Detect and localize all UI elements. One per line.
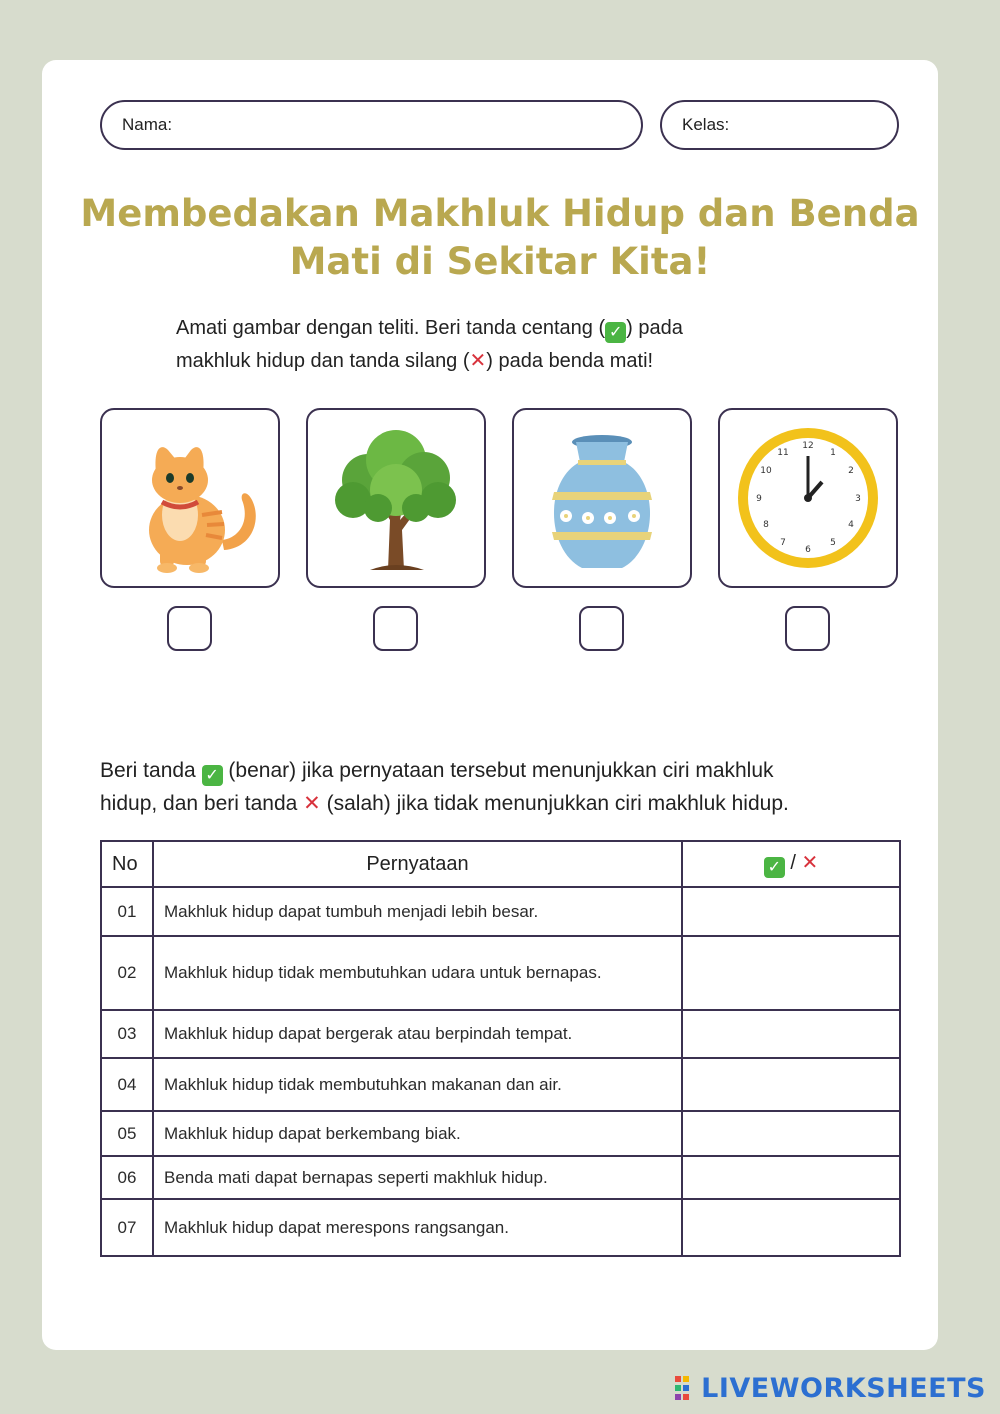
cross-icon: ✕: [469, 350, 487, 372]
cross-icon: ✕: [303, 792, 321, 815]
row-number: 04: [101, 1058, 153, 1111]
table-row: [101, 1111, 900, 1156]
picture-card-clock: [718, 408, 898, 588]
svg-text:3: 3: [855, 494, 861, 504]
instruction-2-text: (benar) jika pernyataan tersebut menunjukkan ciri makhluk: [222, 759, 774, 782]
svg-text:8: 8: [763, 520, 769, 530]
statement-table: [100, 840, 901, 1257]
table-row: [101, 887, 900, 936]
row-statement: Benda mati dapat bernapas seperti makhluk hidup.: [153, 1156, 682, 1199]
table-row: [101, 1156, 900, 1199]
row-answer-cell[interactable]: [682, 1010, 900, 1058]
cat-icon: [112, 420, 267, 575]
picture-card-vase: [512, 408, 692, 588]
class-field[interactable]: [660, 100, 899, 150]
svg-text:9: 9: [756, 494, 762, 504]
row-statement: Makhluk hidup dapat berkembang biak.: [153, 1111, 682, 1156]
row-number: 01: [101, 887, 153, 936]
answer-checkbox-tree[interactable]: [373, 606, 418, 651]
name-label: Nama:: [122, 115, 173, 134]
header-no: No: [101, 841, 153, 887]
class-label: Kelas:: [682, 115, 730, 134]
title-line-1: Membedakan Makhluk Hidup dan Benda: [80, 192, 920, 235]
liveworksheets-logo-icon: [675, 1376, 697, 1400]
row-statement: Makhluk hidup dapat merespons rangsangan.: [153, 1199, 682, 1256]
table-row: [101, 1058, 900, 1111]
row-statement: Makhluk hidup dapat bergerak atau berpindah tempat.: [153, 1010, 682, 1058]
picture-card-tree: [306, 408, 486, 588]
check-icon: ✓: [764, 857, 785, 878]
row-answer-cell[interactable]: [682, 1111, 900, 1156]
title-line-2: Mati di Sekitar Kita!: [289, 240, 711, 283]
answer-checkbox-vase[interactable]: [579, 606, 624, 651]
svg-text:12: 12: [802, 441, 814, 451]
instruction-1-text: makhluk hidup dan tanda silang (: [176, 350, 470, 372]
row-number: 07: [101, 1199, 153, 1256]
header-statement: Pernyataan: [153, 841, 682, 887]
instruction-2-text: hidup, dan beri tanda: [100, 792, 304, 815]
answer-checkbox-cat[interactable]: [167, 606, 212, 651]
row-answer-cell[interactable]: [682, 1199, 900, 1256]
svg-text:6: 6: [805, 545, 811, 555]
row-statement: Makhluk hidup dapat tumbuh menjadi lebih besar.: [153, 887, 682, 936]
instruction-2-text: Beri tanda: [100, 759, 202, 782]
row-statement: Makhluk hidup tidak membutuhkan makanan dan air.: [153, 1058, 682, 1111]
svg-text:1: 1: [830, 448, 836, 458]
instruction-2-text: (salah) jika tidak menunjukkan ciri makhluk hidup.: [320, 792, 789, 815]
instruction-2: [100, 754, 920, 820]
row-statement: Makhluk hidup tidak membutuhkan udara untuk bernapas.: [153, 936, 682, 1010]
table-row: [101, 1199, 900, 1256]
table-row: [101, 936, 900, 1010]
row-answer-cell[interactable]: [682, 1156, 900, 1199]
picture-card-cat: [100, 408, 280, 588]
svg-text:2: 2: [848, 466, 854, 476]
row-answer-cell[interactable]: [682, 1058, 900, 1111]
name-field[interactable]: [100, 100, 643, 150]
page-title: [80, 190, 920, 286]
answer-checkbox-clock[interactable]: [785, 606, 830, 651]
row-number: 06: [101, 1156, 153, 1199]
check-icon: ✓: [202, 765, 223, 786]
svg-text:10: 10: [760, 466, 772, 476]
row-answer-cell[interactable]: [682, 936, 900, 1010]
svg-text:4: 4: [848, 520, 854, 530]
row-number: 02: [101, 936, 153, 1010]
check-icon: ✓: [605, 322, 626, 343]
svg-text:5: 5: [830, 538, 836, 548]
row-number: 03: [101, 1010, 153, 1058]
tree-icon: [318, 420, 473, 575]
brand-text: LIVEWORKSHEETS: [701, 1373, 986, 1404]
slash-separator: /: [790, 852, 796, 874]
row-number: 05: [101, 1111, 153, 1156]
row-answer-cell[interactable]: [682, 887, 900, 936]
instruction-1: [176, 312, 816, 378]
table-row: [101, 1010, 900, 1058]
cross-icon: ✕: [801, 852, 819, 874]
svg-text:7: 7: [780, 538, 786, 548]
instruction-1-text: ) pada benda mati!: [486, 350, 654, 372]
liveworksheets-logo: [675, 1372, 986, 1406]
vase-icon: [524, 420, 679, 575]
clock-icon: [730, 420, 885, 575]
header-answer: [682, 841, 900, 887]
instruction-1-text: ) pada: [626, 317, 683, 339]
table-header-row: [101, 841, 900, 887]
svg-text:11: 11: [777, 448, 789, 458]
instruction-1-text: Amati gambar dengan teliti. Beri tanda centang (: [176, 317, 606, 339]
